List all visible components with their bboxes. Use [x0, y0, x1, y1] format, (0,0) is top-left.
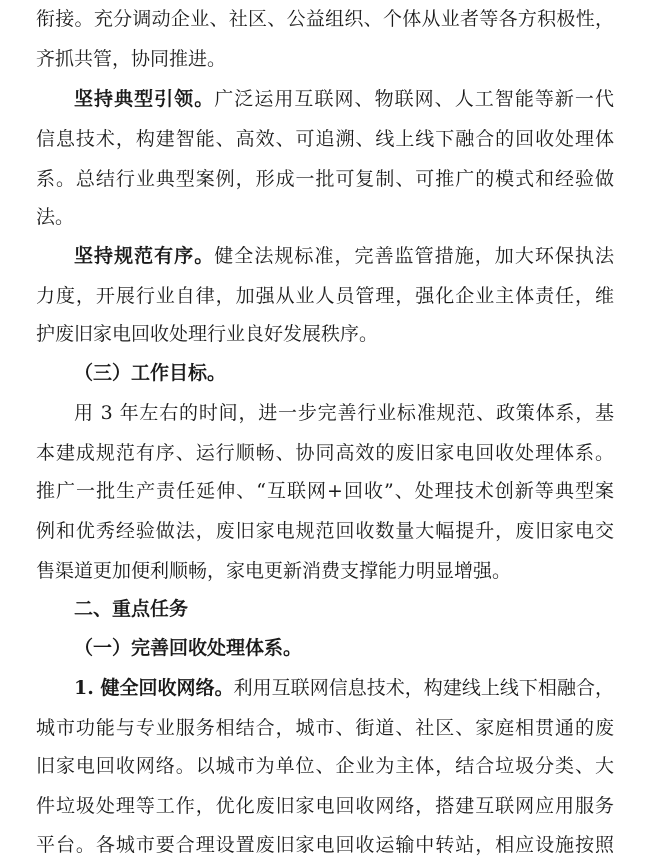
paragraph-line: 护废旧家电回收处理行业良好发展秩序。: [36, 323, 379, 345]
task-title-network: 1. 健全回收网络。: [74, 677, 234, 699]
paragraph-line: 平台。各城市要合理设置废旧家电回收运输中转站，相应设施按照: [36, 834, 614, 856]
paragraph-first-line: 用 3 年左右的时间，进一步完善行业标准规范、政策体系，基: [74, 402, 614, 424]
subsection-heading-goals: （三）工作目标。: [74, 362, 227, 384]
paragraph-line: 售渠道更加便利顺畅，家电更新消费支撑能力明显增强。: [36, 560, 512, 582]
paragraph-line: 法。: [36, 206, 75, 228]
paragraph-text: 健全法规标准，完善监管措施，加大环保执法: [214, 245, 614, 267]
paragraph-line: 旧家电回收网络。以城市为单位、企业为主体，结合垃圾分类、大: [36, 755, 614, 777]
paragraph-line: 力度，开展行业自律，加强从业人员管理，强化企业主体责任，维: [36, 285, 614, 307]
paragraph-line: 信息技术，构建智能、高效、可追溯、线上线下融合的回收处理体: [36, 128, 614, 150]
task-first-line: [74, 672, 614, 704]
principle-first-line: [74, 83, 614, 115]
paragraph-text: 广泛运用互联网、物联网、人工智能等新一代: [214, 88, 614, 110]
subsection-heading-recycling-system: （一）完善回收处理体系。: [74, 637, 303, 659]
paragraph-line: 例和优秀经验做法，废旧家电规范回收数量大幅提升，废旧家电交: [36, 520, 614, 542]
paragraph-line: 本建成规范有序、运行顺畅、协同高效的废旧家电回收处理体系。: [36, 442, 614, 464]
paragraph-line: 推广一批生产责任延伸、“互联网+回收”、处理技术创新等典型案: [36, 480, 614, 502]
paragraph-line: 件垃圾处理等工作，优化废旧家电回收网络，搭建互联网应用服务: [36, 795, 614, 817]
paragraph-line: 城市功能与专业服务相结合，城市、街道、社区、家庭相贯通的废: [36, 717, 614, 739]
paragraph-text: 利用互联网信息技术，构建线上线下相融合，: [233, 677, 614, 699]
principle-title-standard: 坚持规范有序。: [74, 245, 215, 267]
section-heading-key-tasks: 二、重点任务: [74, 598, 189, 620]
paragraph-line: 衔接。充分调动企业、社区、公益组织、个体从业者等各方积极性，: [36, 8, 614, 30]
paragraph-line: 齐抓共管，协同推进。: [36, 48, 227, 70]
principle-first-line: [74, 240, 614, 272]
paragraph-line: 系。总结行业典型案例，形成一批可复制、可推广的模式和经验做: [36, 168, 614, 190]
principle-title-typical: 坚持典型引领。: [74, 88, 215, 110]
